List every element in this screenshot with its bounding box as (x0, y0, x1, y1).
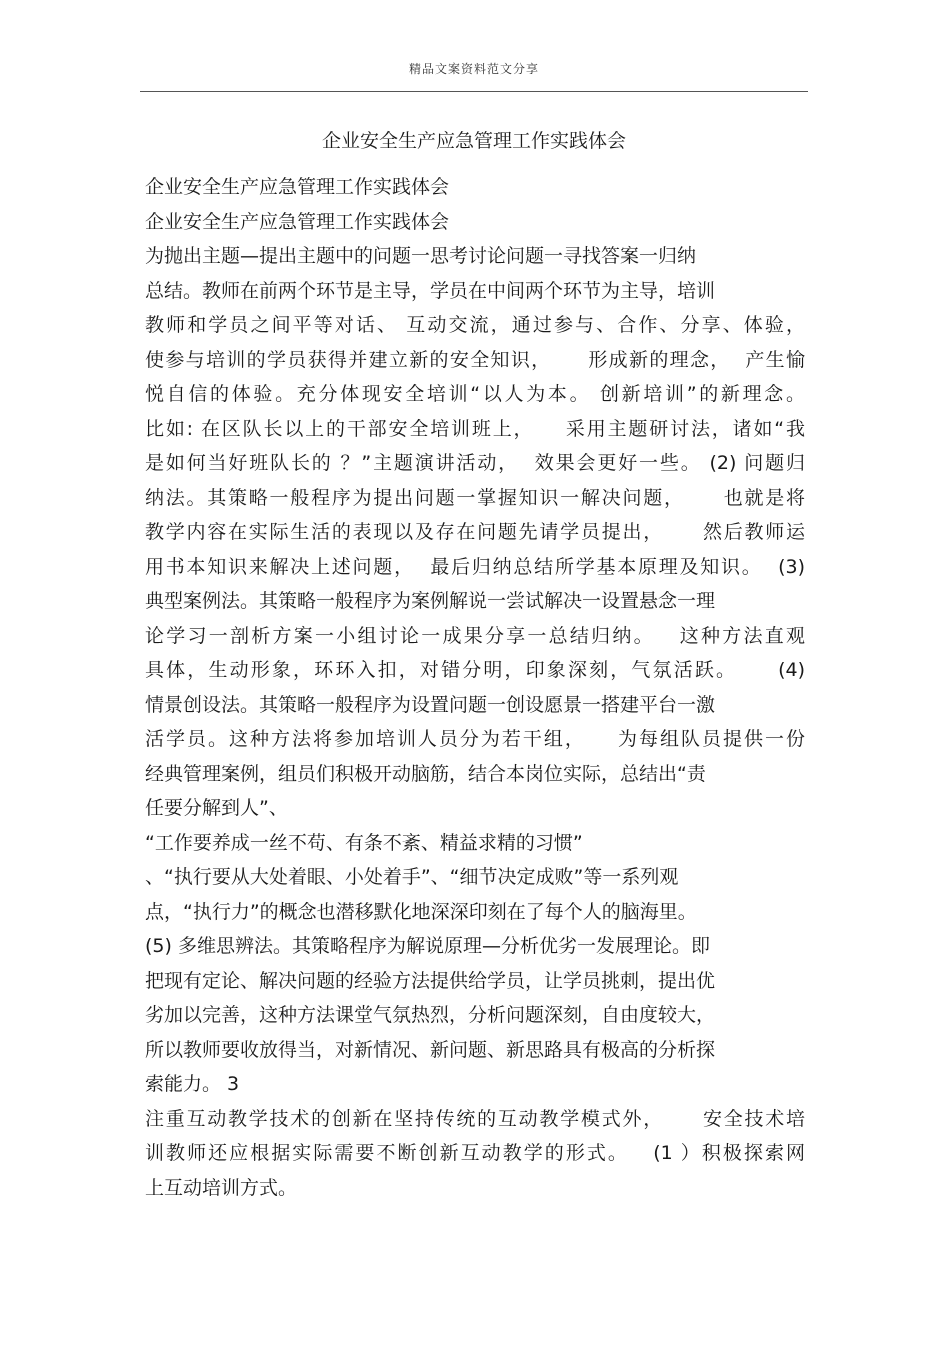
text-line: (5) 多维思辨法。其策略程序为解说原理—分析优劣一发展理论。即 (145, 935, 710, 957)
text-line: 索能力。 3 (145, 1073, 240, 1095)
text-line: 论学习一剖析方案一小组讨论一成果分享一总结归纳。 这种方法直观 (145, 624, 805, 647)
text-line: 企业安全生产应急管理工作实践体会 (145, 210, 450, 233)
text-line: 教师和学员之间平等对话、 互动交流，通过参与、合作、分享、体验， (145, 314, 805, 336)
text-line: 劣加以完善，这种方法课堂气氛热烈，分析问题深刻，自由度较大， (145, 1004, 716, 1026)
text-line: 总结。教师在前两个环节是主导，学员在中间两个环节为主导，培训 (145, 279, 716, 302)
header-divider (140, 91, 808, 92)
text-line: 使参与培训的学员获得并建立新的安全知识， 形成新的理念， 产生愉 (145, 348, 805, 371)
text-line: 情景创设法。其策略一般程序为设置问题一创设愿景一搭建平台一激 (145, 693, 716, 716)
text-line: 用书本知识来解决上述问题， 最后归纳总结所学基本原理及知识。 (3) (145, 555, 805, 578)
text-line: 把现有定论、解决问题的经验方法提供给学员，让学员挑刺，提出优 (145, 969, 716, 992)
document-body (145, 170, 805, 1205)
text-line: 注重互动教学技术的创新在坚持传统的互动教学模式外， 安全技术培 (145, 1107, 805, 1130)
text-line: 任要分解到人”、 (145, 797, 288, 819)
text-line: 悦自信的体验。充分体现安全培训“以人为本。 创新培训”的新理念。 (145, 383, 805, 405)
text-line: 是如何当好班队长的 ？”主题演讲活动， 效果会更好一些。 (2) 问题归 (145, 452, 805, 474)
text-line: 所以教师要收放得当，对新情况、新问题、新思路具有极高的分析探 (145, 1038, 716, 1061)
text-line: 为抛出主题—提出主题中的问题一思考讨论问题一寻找答案一归纳 (145, 245, 697, 267)
text-line: 点，“执行力”的概念也潜移默化地深深印刻在了每个人的脑海里。 (145, 900, 697, 923)
text-line: 企业安全生产应急管理工作实践体会 (145, 176, 450, 198)
text-line: “工作要养成一丝不苟、有条不紊、精益求精的习惯” (145, 831, 583, 854)
text-line: 、“执行要从大处着眼、小处着手”、“细节决定成败”等一系列观 (145, 866, 679, 888)
text-line: 具体，生动形象，环环入扣，对错分明，印象深刻，气氛活跃。 (4) (145, 659, 805, 681)
text-line: 比如: 在区队长以上的干部安全培训班上， 采用主题研讨法，诸如“我 (145, 417, 805, 440)
document-title: 企业安全生产应急管理工作实践体会 (321, 130, 626, 152)
text-line: 经典管理案例，组员们积极开动脑筋，结合本岗位实际，总结出“责 (145, 762, 706, 785)
text-line: 教学内容在实际生活的表现以及存在问题先请学员提出， 然后教师运 (145, 521, 805, 543)
text-line: 训教师还应根据实际需要不断创新互动教学的形式。 (1 ）积极探索网 (145, 1142, 805, 1164)
text-line: 上互动培训方式。 (145, 1176, 298, 1199)
text-line: 纳法。其策略一般程序为提出问题一掌握知识一解决问题， 也就是将 (145, 486, 805, 509)
text-line: 典型案例法。其策略一般程序为案例解说一尝试解决一设置悬念一理 (145, 590, 716, 612)
page-header: 精品文案资料范文分享 (408, 62, 539, 76)
text-line: 活学员。这种方法将参加培训人员分为若干组， 为每组队员提供一份 (145, 728, 805, 750)
